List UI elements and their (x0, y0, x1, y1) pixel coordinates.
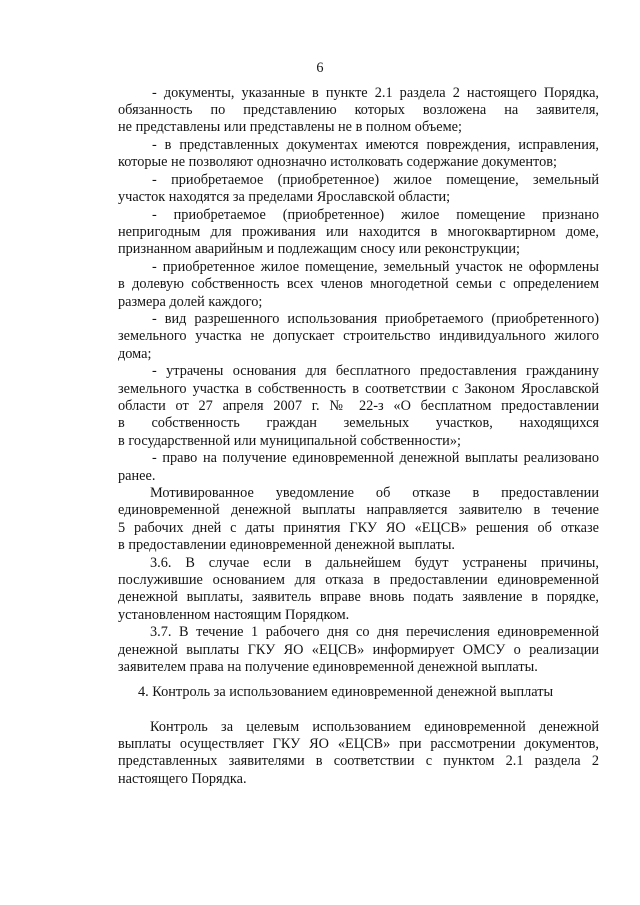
text-line: - вид разрешенного использования приобретаемого (приобретенного) (152, 311, 599, 327)
text-line: ранее. (118, 468, 156, 484)
text-line: единовременной денежной выплаты направляется заявителю в течение (118, 502, 599, 518)
text-line: земельного участка в собственность в соответствии с Законом Ярославской (118, 381, 599, 397)
text-line: непригодным для проживания или находится в многоквартирном доме, (118, 224, 599, 240)
text-line: не представлены или представлены не в полном объеме; (118, 119, 462, 135)
text-line: настоящего Порядка. (118, 771, 247, 787)
text-line: - приобретенное жилое помещение, земельный участок не оформлены (152, 259, 599, 275)
text-line: области от 27 апреля 2007 г. № 22-з «О бесплатном предоставлении (118, 398, 599, 414)
text-line: признанном аварийным и подлежащим сносу или реконструкции; (118, 241, 521, 257)
text-line: - в представленных документах имеются повреждения, исправления, (152, 137, 599, 153)
text-line: выплаты осуществляет ГКУ ЯО «ЕЦСВ» при рассмотрении документов, (118, 736, 599, 752)
text-line: в собственность граждан земельных участков, находящихся (118, 415, 599, 431)
text-line: денежной выплаты, заявитель вправе вновь подать заявление в порядке, (118, 589, 599, 605)
text-line: послужившие основанием для отказа в предоставлении единовременной (118, 572, 599, 588)
text-line: в предоставлении единовременной денежной выплаты. (118, 537, 456, 553)
text-line: земельного участка не допускает строительство индивидуального жилого (118, 328, 599, 344)
text-line: - приобретаемое (приобретенное) жилое помещение признано (152, 207, 599, 223)
text-line: 3.6. В случае если в дальнейшем будут устранены причины, (150, 555, 599, 571)
text-line: в долевую собственность всех членов многодетной семьи с определением (118, 276, 599, 292)
text-line: участок находятся за пределами Ярославской области; (118, 189, 451, 205)
text-line: Мотивированное уведомление об отказе в предоставлении (150, 485, 599, 501)
text-line: - право на получение единовременной денежной выплаты реализовано (152, 450, 599, 466)
text-line: 3.7. В течение 1 рабочего дня со дня перечисления единовременной (150, 624, 599, 640)
text-line: - приобретаемое (приобретенное) жилое помещение, земельный (152, 172, 599, 188)
text-line: представленных заявителями в соответствии с пунктом 2.1 раздела 2 (118, 753, 599, 769)
text-line: Контроль за целевым использованием единовременной денежной (150, 719, 599, 735)
text-line: 5 рабочих дней с даты принятия ГКУ ЯО «ЕЦСВ» решения об отказе (118, 520, 599, 536)
section-heading: 4. Контроль за использованием единовременной денежной выплаты (138, 684, 554, 700)
page-number: 6 (316, 60, 324, 76)
text-line: которые не позволяют однозначно истолковать содержание документов; (118, 154, 557, 170)
text-line: заявителем права на получение единовременной денежной выплаты. (118, 659, 538, 675)
text-line: обязанность по представлению которых возложена на заявителя, (118, 102, 599, 118)
text-line: денежной выплаты ГКУ ЯО «ЕЦСВ» информирует ОМСУ о реализации (118, 642, 599, 658)
text-line: в государственной или муниципальной собственности»; (118, 433, 461, 449)
text-line: - утрачены основания для бесплатного предоставления гражданину (152, 363, 599, 379)
text-line: - документы, указанные в пункте 2.1 раздела 2 настоящего Порядка, (152, 85, 599, 101)
text-line: дома; (118, 346, 152, 362)
text-line: размера долей каждого; (118, 294, 263, 310)
text-line: установленном настоящим Порядком. (118, 607, 350, 623)
